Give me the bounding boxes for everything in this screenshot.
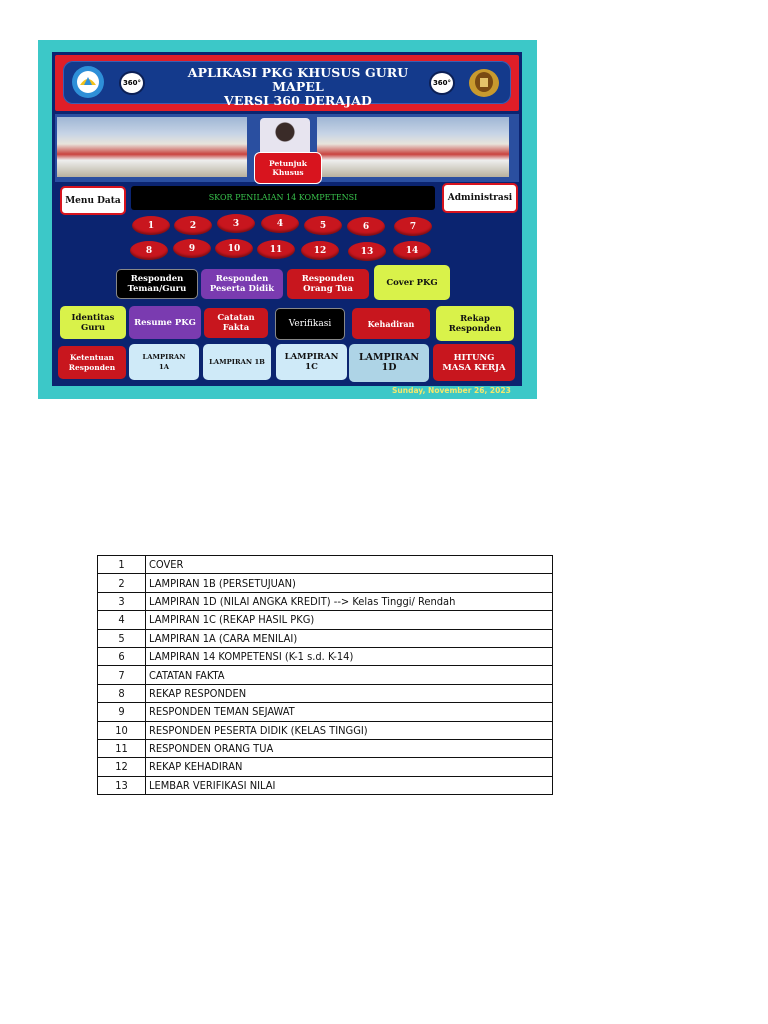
row-number: 8 [98, 684, 146, 702]
row-number: 11 [98, 739, 146, 757]
table-row [98, 592, 553, 610]
table-row [98, 647, 553, 665]
table-row [98, 758, 553, 776]
photo-banner [55, 114, 519, 182]
app-frame [38, 40, 537, 399]
verifikasi-button[interactable]: Verifikasi [275, 308, 345, 340]
app-title [163, 66, 433, 108]
table-row [98, 611, 553, 629]
kompetensi-2-button[interactable]: 2 [174, 216, 212, 235]
kompetensi-6-button[interactable]: 6 [347, 217, 385, 236]
table-row [98, 556, 553, 574]
title-box [63, 61, 511, 108]
cover-pkg-button[interactable]: Cover PKG [374, 265, 450, 300]
table-row [98, 721, 553, 739]
responden-peserta-didik-button[interactable]: Responden Peserta Didik [201, 269, 283, 299]
row-item: CATATAN FAKTA [146, 666, 553, 684]
petunjuk-khusus-button[interactable]: Petunjuk Khusus [254, 152, 322, 184]
app-title-line1: APLIKASI PKG KHUSUS GURU MAPEL [187, 65, 409, 94]
row-item: RESPONDEN ORANG TUA [146, 739, 553, 757]
kompetensi-9-button[interactable]: 9 [173, 239, 211, 258]
row-number: 3 [98, 592, 146, 610]
group-photo-left [57, 117, 247, 177]
table-row [98, 684, 553, 702]
identitas-guru-button[interactable]: Identitas Guru [60, 306, 126, 339]
skor-penilaian-banner[interactable]: SKOR PENILAIAN 14 KOMPETENSI [131, 186, 435, 210]
responden-orang-tua-button[interactable]: Responden Orang Tua [287, 269, 369, 299]
kompetensi-5-button[interactable]: 5 [304, 216, 342, 235]
menu-data-button[interactable]: Menu Data [60, 186, 126, 215]
kompetensi-14-button[interactable]: 14 [393, 241, 431, 260]
row-item: RESPONDEN PESERTA DIDIK (KELAS TINGGI) [146, 721, 553, 739]
badge-360-right-icon: 360° [431, 73, 453, 93]
tut-wuri-logo-icon [71, 65, 105, 99]
table-row [98, 629, 553, 647]
table-row [98, 666, 553, 684]
hitung-masa-kerja-button[interactable]: HITUNG MASA KERJA [433, 344, 515, 381]
row-item: LAMPIRAN 14 KOMPETENSI (K-1 s.d. K-14) [146, 647, 553, 665]
row-item: COVER [146, 556, 553, 574]
group-photo-right [317, 117, 509, 177]
row-item: LAMPIRAN 1A (CARA MENILAI) [146, 629, 553, 647]
responden-teman-guru-button[interactable]: Responden Teman/Guru [116, 269, 198, 299]
kompetensi-7-button[interactable]: 7 [394, 217, 432, 236]
kehadiran-button[interactable]: Kehadiran [352, 308, 430, 339]
date-label: Sunday, November 26, 2023 [392, 386, 511, 395]
app-panel [52, 52, 522, 386]
lampiran-1c-button[interactable]: LAMPIRAN 1C [276, 344, 347, 380]
row-number: 4 [98, 611, 146, 629]
kompetensi-4-button[interactable]: 4 [261, 214, 299, 233]
row-item: LAMPIRAN 1B (PERSETUJUAN) [146, 574, 553, 592]
row-number: 2 [98, 574, 146, 592]
table-row [98, 739, 553, 757]
row-item: LAMPIRAN 1D (NILAI ANGKA KREDIT) --> Kelas Tinggi/ Rendah [146, 592, 553, 610]
app-title-line2: VERSI 360 DERAJAD [224, 93, 372, 108]
kompetensi-12-button[interactable]: 12 [301, 241, 339, 260]
row-number: 5 [98, 629, 146, 647]
row-item: RESPONDEN TEMAN SEJAWAT [146, 703, 553, 721]
kompetensi-13-button[interactable]: 13 [348, 242, 386, 261]
row-number: 1 [98, 556, 146, 574]
badge-360-left-icon: 360° [121, 73, 143, 93]
row-number: 12 [98, 758, 146, 776]
row-item: LAMPIRAN 1C (REKAP HASIL PKG) [146, 611, 553, 629]
table-row [98, 574, 553, 592]
row-number: 10 [98, 721, 146, 739]
row-item: REKAP RESPONDEN [146, 684, 553, 702]
lampiran-1d-button[interactable]: LAMPIRAN 1D [349, 344, 429, 382]
table-row [98, 703, 553, 721]
lampiran-1a-button[interactable]: LAMPIRAN 1A [129, 344, 199, 380]
lampiran-1b-button[interactable]: LAMPIRAN 1B [203, 344, 271, 380]
ketentuan-responden-button[interactable]: Ketentuan Responden [58, 346, 126, 379]
row-number: 13 [98, 776, 146, 794]
row-number: 6 [98, 647, 146, 665]
row-number: 7 [98, 666, 146, 684]
kompetensi-1-button[interactable]: 1 [132, 216, 170, 235]
resume-pkg-button[interactable]: Resume PKG [129, 306, 201, 339]
rekap-responden-button[interactable]: Rekap Responden [436, 306, 514, 341]
title-banner [55, 55, 519, 111]
kompetensi-10-button[interactable]: 10 [215, 239, 253, 258]
kompetensi-8-button[interactable]: 8 [130, 241, 168, 260]
document-list-table [97, 555, 553, 795]
administrasi-button[interactable]: Administrasi [442, 183, 518, 213]
kompetensi-3-button[interactable]: 3 [217, 214, 255, 233]
row-item: LEMBAR VERIFIKASI NILAI [146, 776, 553, 794]
table-row [98, 776, 553, 794]
garuda-emblem-icon [467, 65, 501, 99]
kompetensi-11-button[interactable]: 11 [257, 240, 295, 259]
row-number: 9 [98, 703, 146, 721]
catatan-fakta-button[interactable]: Catatan Fakta [204, 308, 268, 338]
row-item: REKAP KEHADIRAN [146, 758, 553, 776]
